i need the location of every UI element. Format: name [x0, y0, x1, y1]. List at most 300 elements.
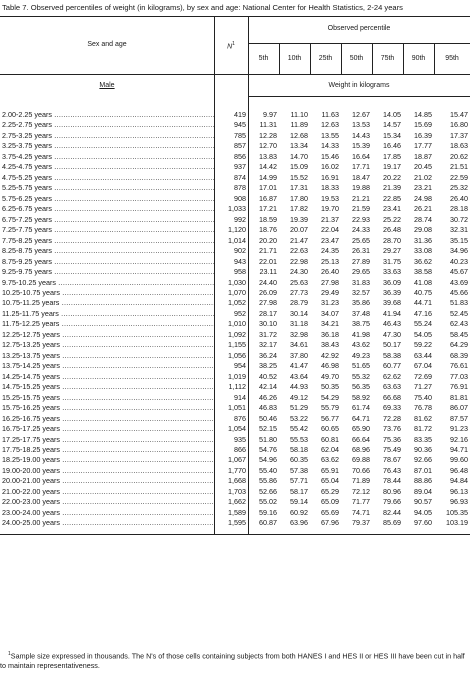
- row-sample-size: 857: [234, 141, 246, 151]
- row-percentile-value: 50.46: [259, 413, 277, 423]
- row-percentile-value: 14.33: [321, 141, 339, 151]
- row-sample-size: 1,770: [228, 465, 246, 475]
- row-percentile-value: 90.57: [414, 497, 432, 507]
- row-percentile-value: 21.47: [290, 235, 308, 245]
- row-percentile-value: 69.88: [352, 455, 370, 465]
- row-percentile-value: 96.93: [450, 497, 468, 507]
- table-row: [0, 351, 470, 361]
- row-percentile-value: 23.11: [259, 267, 277, 277]
- header-percentile-75th: 75th: [380, 55, 395, 62]
- row-age-label: 4.75-5.25 years .....: [2, 173, 214, 183]
- row-percentile-value: 36.62: [414, 256, 432, 266]
- row-percentile-value: 34.61: [290, 340, 308, 350]
- row-percentile-value: 58.18: [290, 445, 308, 454]
- row-percentile-value: 65.09: [321, 497, 339, 507]
- row-percentile-value: 18.33: [321, 183, 339, 193]
- table-row: [0, 414, 470, 424]
- row-percentile-value: 62.43: [450, 319, 468, 329]
- row-percentile-value: 90.36: [414, 445, 432, 454]
- row-percentile-value: 76.61: [450, 361, 468, 371]
- row-percentile-value: 52.45: [450, 308, 468, 318]
- row-percentile-value: 63.44: [414, 350, 432, 360]
- row-percentile-value: 55.02: [259, 497, 277, 507]
- row-sample-size: 945: [234, 120, 246, 130]
- row-age-label: 3.75-4.25 years .....: [2, 152, 214, 162]
- row-percentile-value: 52.15: [259, 424, 277, 434]
- row-percentile-value: 16.02: [321, 162, 339, 172]
- row-percentile-value: 16.64: [352, 151, 370, 161]
- row-percentile-value: 28.79: [290, 298, 308, 308]
- table-row: [0, 288, 470, 298]
- row-percentile-value: 49.12: [290, 392, 308, 402]
- row-percentile-value: 23.47: [321, 235, 339, 245]
- row-percentile-value: 62.62: [383, 371, 401, 381]
- row-percentile-value: 36.09: [383, 277, 401, 287]
- row-percentile-value: 76.91: [450, 382, 468, 392]
- row-percentile-value: 37.48: [352, 308, 370, 318]
- group-label: [0, 82, 214, 89]
- row-sample-size: 935: [234, 434, 246, 444]
- row-percentile-value: 19.53: [321, 193, 339, 203]
- row-percentile-value: 69.33: [383, 403, 401, 413]
- row-percentile-value: 35.86: [352, 298, 370, 308]
- row-age-label: 14.75-15.25 years .....: [2, 382, 214, 392]
- row-percentile-value: 20.20: [259, 235, 277, 245]
- row-percentile-value: 65.04: [321, 476, 339, 486]
- row-percentile-value: 14.43: [352, 130, 370, 140]
- header-observed-percentile: Observed percentile: [327, 25, 391, 32]
- row-percentile-value: 34.07: [321, 308, 339, 318]
- row-percentile-value: 94.84: [450, 476, 468, 486]
- row-percentile-value: 40.23: [450, 256, 468, 266]
- row-percentile-value: 33.08: [414, 246, 432, 256]
- row-percentile-value: 11.31: [259, 120, 277, 130]
- row-age-label: 17.75-18.25 years .....: [2, 445, 214, 455]
- row-percentile-value: 29.65: [352, 267, 370, 277]
- table-row: [0, 330, 470, 340]
- table-row: [0, 476, 470, 486]
- top-rule: [0, 16, 470, 17]
- table-row: [0, 204, 470, 214]
- row-percentile-value: 17.82: [290, 204, 308, 214]
- row-percentile-value: 27.89: [352, 256, 370, 266]
- row-percentile-value: 13.53: [352, 120, 370, 130]
- row-sample-size: 914: [234, 392, 246, 402]
- row-percentile-value: 22.85: [383, 193, 401, 203]
- row-sample-size: 1,703: [228, 486, 246, 496]
- table-row: [0, 246, 470, 256]
- row-age-label: 16.75-17.25 years .....: [2, 424, 214, 434]
- row-percentile-value: 32.98: [290, 329, 308, 339]
- row-percentile-value: 21.51: [450, 162, 468, 172]
- row-percentile-value: 38.58: [414, 267, 432, 277]
- row-percentile-value: 71.77: [352, 497, 370, 507]
- row-percentile-value: 55.53: [290, 434, 308, 444]
- row-percentile-value: 18.76: [259, 225, 277, 235]
- row-percentile-value: 22.63: [290, 246, 308, 256]
- header-percentile-25th: 25th: [318, 55, 333, 62]
- row-sample-size: 419: [234, 110, 246, 119]
- row-percentile-value: 57.71: [290, 476, 308, 486]
- footnote-text: Sample size expressed in thousands. The N's of those cells containing subjects from both HANES I and HES II or HES III have been cut in half to maintain representativeness.: [0, 651, 465, 670]
- row-percentile-value: 66.68: [383, 392, 401, 402]
- row-sample-size: 1,051: [228, 403, 246, 413]
- row-age-label: 18.25-19.00 years .....: [2, 455, 214, 465]
- row-percentile-value: 67.04: [414, 361, 432, 371]
- table-row: [0, 215, 470, 225]
- row-percentile-value: 50.35: [321, 382, 339, 392]
- row-percentile-value: 26.21: [414, 204, 432, 214]
- row-percentile-value: 26.31: [352, 246, 370, 256]
- row-percentile-value: 17.85: [383, 151, 401, 161]
- row-sample-size: 1,019: [228, 371, 246, 381]
- header-percentile-5th: 5th: [258, 55, 269, 62]
- table-row: [0, 455, 470, 465]
- row-percentile-value: 60.92: [290, 507, 308, 517]
- table-row: [0, 403, 470, 413]
- row-percentile-value: 11.89: [290, 120, 308, 130]
- row-percentile-value: 79.37: [352, 518, 370, 528]
- row-percentile-value: 50.17: [383, 340, 401, 350]
- row-percentile-value: 58.92: [352, 392, 370, 402]
- row-percentile-value: 19.88: [352, 183, 370, 193]
- row-sample-size: 1,155: [228, 340, 246, 350]
- row-percentile-value: 12.63: [321, 120, 339, 130]
- row-percentile-value: 21.37: [321, 214, 339, 224]
- row-age-label: 12.75-13.25 years .....: [2, 340, 214, 350]
- row-percentile-value: 47.30: [383, 329, 401, 339]
- row-percentile-value: 94.05: [414, 507, 432, 517]
- row-percentile-value: 15.34: [383, 130, 401, 140]
- row-sample-size: 1,056: [228, 350, 246, 360]
- footnote: [0, 650, 466, 670]
- row-percentile-value: 40.52: [259, 371, 277, 381]
- row-percentile-value: 37.80: [290, 350, 308, 360]
- table-row: [0, 466, 470, 476]
- row-percentile-value: 18.63: [450, 141, 468, 151]
- row-percentile-value: 34.21: [321, 319, 339, 329]
- header-sex-and-age: Sex and age: [87, 41, 127, 48]
- row-percentile-value: 41.94: [383, 308, 401, 318]
- row-percentile-value: 59.16: [259, 507, 277, 517]
- row-percentile-value: 65.29: [321, 486, 339, 496]
- row-percentile-value: 63.96: [290, 518, 308, 528]
- row-percentile-value: 49.23: [352, 350, 370, 360]
- row-percentile-value: 29.27: [383, 246, 401, 256]
- row-percentile-value: 79.66: [383, 497, 401, 507]
- row-percentile-value: 71.89: [352, 476, 370, 486]
- row-sample-size: 866: [234, 445, 246, 454]
- row-percentile-value: 80.96: [383, 486, 401, 496]
- row-percentile-value: 11.10: [290, 110, 308, 119]
- row-sample-size: 1,112: [228, 382, 246, 392]
- row-percentile-value: 20.62: [450, 151, 468, 161]
- row-percentile-value: 12.67: [352, 110, 370, 119]
- row-percentile-value: 31.23: [321, 298, 339, 308]
- row-percentile-value: 82.44: [383, 507, 401, 517]
- row-percentile-value: 60.77: [383, 361, 401, 371]
- row-percentile-value: 55.40: [259, 465, 277, 475]
- row-percentile-value: 43.69: [450, 277, 468, 287]
- table-row: [0, 435, 470, 445]
- row-percentile-value: 25.63: [290, 277, 308, 287]
- row-percentile-value: 31.83: [352, 277, 370, 287]
- row-percentile-value: 54.05: [414, 329, 432, 339]
- table-row: [0, 393, 470, 403]
- row-percentile-value: 41.47: [290, 361, 308, 371]
- row-percentile-value: 88.86: [414, 476, 432, 486]
- row-age-label: 12.25-12.75 years .....: [2, 330, 214, 340]
- header-percentile-50th: 50th: [349, 55, 364, 62]
- bottom-rule: [0, 534, 470, 535]
- row-percentile-value: 31.75: [383, 256, 401, 266]
- table-row: [0, 487, 470, 497]
- row-percentile-value: 15.46: [321, 151, 339, 161]
- row-percentile-value: 36.39: [383, 287, 401, 297]
- table-row: [0, 278, 470, 288]
- row-percentile-value: 16.46: [383, 141, 401, 151]
- row-percentile-value: 16.39: [414, 130, 432, 140]
- row-percentile-value: 14.42: [259, 162, 277, 172]
- row-age-label: 13.75-14.25 years .....: [2, 361, 214, 371]
- row-percentile-value: 12.28: [259, 130, 277, 140]
- row-percentile-value: 41.08: [414, 277, 432, 287]
- row-percentile-value: 60.35: [290, 455, 308, 465]
- row-percentile-value: 31.18: [290, 319, 308, 329]
- table-row: [0, 120, 470, 130]
- row-percentile-value: 17.21: [259, 204, 277, 214]
- row-percentile-value: 27.73: [290, 287, 308, 297]
- table-row: [0, 162, 470, 172]
- footnote-mark: 1: [8, 651, 11, 657]
- row-sample-size: 1,070: [228, 287, 246, 297]
- row-percentile-value: 24.33: [352, 225, 370, 235]
- row-percentile-value: 42.14: [259, 382, 277, 392]
- table-row: [0, 372, 470, 382]
- row-percentile-value: 12.70: [259, 141, 277, 151]
- row-percentile-value: 49.70: [321, 371, 339, 381]
- header-n-footnote-mark: 1: [232, 41, 235, 47]
- row-percentile-value: 28.18: [450, 204, 468, 214]
- row-percentile-value: 24.40: [259, 277, 277, 287]
- row-age-label: 13.25-13.75 years .....: [2, 351, 214, 361]
- row-percentile-value: 30.14: [290, 308, 308, 318]
- row-percentile-value: 38.75: [352, 319, 370, 329]
- row-percentile-value: 63.62: [321, 455, 339, 465]
- row-age-label: 10.75-11.25 years .....: [2, 298, 214, 308]
- row-age-label: 2.75-3.25 years .....: [2, 131, 214, 141]
- row-age-label: 17.25-17.75 years .....: [2, 435, 214, 445]
- row-age-label: 2.00-2.25 years .....: [2, 110, 214, 120]
- row-percentile-value: 73.76: [383, 424, 401, 434]
- table-row: [0, 236, 470, 246]
- row-percentile-value: 44.93: [290, 382, 308, 392]
- row-percentile-value: 25.32: [450, 183, 468, 193]
- row-age-label: 19.00-20.00 years .....: [2, 466, 214, 476]
- row-percentile-value: 65.90: [352, 424, 370, 434]
- header-bottom-rule: [0, 74, 470, 75]
- row-percentile-value: 24.98: [414, 193, 432, 203]
- row-percentile-value: 43.62: [352, 340, 370, 350]
- row-percentile-value: 62.04: [321, 445, 339, 454]
- row-age-label: 4.25-4.75 years .....: [2, 162, 214, 172]
- table-title: Table 7. Observed percentiles of weight (in kilograms), by sex and age: National Center for Health Statistics, 2-24 years: [2, 3, 403, 12]
- row-percentile-value: 36.18: [321, 329, 339, 339]
- row-age-label: 6.75-7.25 years .....: [2, 215, 214, 225]
- row-age-label: 8.25-8.75 years .....: [2, 246, 214, 256]
- row-sample-size: 1,030: [228, 277, 246, 287]
- row-percentile-value: 75.36: [383, 434, 401, 444]
- row-percentile-value: 43.64: [290, 371, 308, 381]
- row-percentile-value: 31.36: [414, 235, 432, 245]
- table-row: [0, 445, 470, 455]
- row-percentile-value: 29.49: [321, 287, 339, 297]
- row-percentile-value: 56.77: [321, 413, 339, 423]
- row-age-label: 5.75-6.25 years .....: [2, 194, 214, 204]
- row-age-label: 9.75-10.25 years .....: [2, 278, 214, 288]
- row-percentile-value: 23.21: [414, 183, 432, 193]
- row-percentile-value: 61.74: [352, 403, 370, 413]
- row-sample-size: 1,054: [228, 424, 246, 434]
- row-age-label: 21.00-22.00 years .....: [2, 487, 214, 497]
- row-age-label: 5.25-5.75 years .....: [2, 183, 214, 193]
- row-percentile-value: 18.87: [414, 151, 432, 161]
- row-sample-size: 856: [234, 151, 246, 161]
- weight-caption-rule: [248, 96, 470, 97]
- row-sample-size: 1,662: [228, 497, 246, 507]
- row-percentile-value: 78.67: [383, 455, 401, 465]
- header-percentile-10th: 10th: [287, 55, 302, 62]
- row-percentile-value: 21.39: [383, 183, 401, 193]
- row-percentile-value: 19.70: [321, 204, 339, 214]
- row-percentile-value: 15.52: [290, 172, 308, 182]
- row-percentile-value: 17.77: [414, 141, 432, 151]
- row-percentile-value: 22.04: [321, 225, 339, 235]
- row-percentile-value: 58.38: [383, 350, 401, 360]
- table-row: [0, 152, 470, 162]
- row-sample-size: 1,010: [228, 319, 246, 329]
- row-percentile-value: 74.71: [352, 507, 370, 517]
- table-row: [0, 267, 470, 277]
- row-percentile-value: 72.28: [383, 413, 401, 423]
- row-sample-size: 1,014: [228, 235, 246, 245]
- row-percentile-value: 15.39: [352, 141, 370, 151]
- row-percentile-value: 36.24: [259, 350, 277, 360]
- row-percentile-value: 38.25: [259, 361, 277, 371]
- row-percentile-value: 59.14: [290, 497, 308, 507]
- row-percentile-value: 87.01: [414, 465, 432, 475]
- row-percentile-value: 14.57: [383, 120, 401, 130]
- row-percentile-value: 68.39: [450, 350, 468, 360]
- row-percentile-value: 25.65: [352, 235, 370, 245]
- row-percentile-value: 31.72: [259, 329, 277, 339]
- row-percentile-value: 47.16: [414, 308, 432, 318]
- row-percentile-value: 55.24: [414, 319, 432, 329]
- row-percentile-value: 34.96: [450, 246, 468, 256]
- row-percentile-value: 66.64: [352, 434, 370, 444]
- row-percentile-value: 51.80: [259, 434, 277, 444]
- row-percentile-value: 26.40: [321, 267, 339, 277]
- row-percentile-value: 92.66: [414, 455, 432, 465]
- row-percentile-value: 58.17: [290, 486, 308, 496]
- row-sample-size: 876: [234, 413, 246, 423]
- row-age-label: 20.00-21.00 years .....: [2, 476, 214, 486]
- row-percentile-value: 94.71: [450, 445, 468, 454]
- row-percentile-value: 14.99: [259, 172, 277, 182]
- row-sample-size: 1,120: [228, 225, 246, 235]
- row-age-label: 7.25-7.75 years .....: [2, 225, 214, 235]
- row-age-label: 24.00-25.00 years .....: [2, 518, 214, 528]
- row-percentile-value: 24.30: [290, 267, 308, 277]
- row-age-label: 16.25-16.75 years .....: [2, 414, 214, 424]
- row-percentile-value: 54.29: [321, 392, 339, 402]
- row-percentile-value: 72.12: [352, 486, 370, 496]
- row-percentile-value: 59.22: [414, 340, 432, 350]
- row-percentile-value: 29.08: [414, 225, 432, 235]
- row-sample-size: 992: [234, 214, 246, 224]
- row-percentile-value: 11.63: [321, 110, 339, 119]
- row-percentile-value: 16.91: [321, 172, 339, 182]
- row-percentile-value: 46.83: [259, 403, 277, 413]
- row-percentile-value: 26.48: [383, 225, 401, 235]
- row-percentile-value: 53.22: [290, 413, 308, 423]
- row-percentile-value: 24.35: [321, 246, 339, 256]
- table-row: [0, 361, 470, 371]
- row-percentile-value: 27.98: [259, 298, 277, 308]
- group-label-text: Male: [99, 82, 115, 89]
- row-percentile-value: 54.96: [259, 455, 277, 465]
- row-sample-size: 874: [234, 172, 246, 182]
- row-percentile-value: 86.07: [450, 403, 468, 413]
- row-percentile-value: 35.15: [450, 235, 468, 245]
- row-sample-size: 1,668: [228, 476, 246, 486]
- table-row: [0, 183, 470, 193]
- row-percentile-value: 96.13: [450, 486, 468, 496]
- row-percentile-value: 89.04: [414, 486, 432, 496]
- row-percentile-value: 65.91: [321, 465, 339, 475]
- table-row: [0, 518, 470, 528]
- table-row: [0, 319, 470, 329]
- row-age-label: 10.25-10.75 years .....: [2, 288, 214, 298]
- row-percentile-value: 19.17: [383, 162, 401, 172]
- row-percentile-value: 17.71: [352, 162, 370, 172]
- table-row: [0, 309, 470, 319]
- row-percentile-value: 81.72: [414, 424, 432, 434]
- row-age-label: 2.25-2.75 years .....: [2, 120, 214, 130]
- row-percentile-value: 25.13: [321, 256, 339, 266]
- table-row: [0, 298, 470, 308]
- row-percentile-value: 32.57: [352, 287, 370, 297]
- row-percentile-value: 38.43: [321, 340, 339, 350]
- row-percentile-value: 12.68: [290, 130, 308, 140]
- row-percentile-value: 17.01: [259, 183, 277, 193]
- row-age-label: 11.75-12.25 years .....: [2, 319, 214, 329]
- table-row: [0, 131, 470, 141]
- row-percentile-value: 22.01: [259, 256, 277, 266]
- row-percentile-value: 28.17: [259, 308, 277, 318]
- row-percentile-value: 76.78: [414, 403, 432, 413]
- row-sample-size: 1,595: [228, 518, 246, 528]
- row-percentile-value: 21.71: [259, 246, 277, 256]
- row-age-label: 6.25-6.75 years .....: [2, 204, 214, 214]
- row-percentile-value: 30.72: [450, 214, 468, 224]
- row-percentile-value: 28.74: [414, 214, 432, 224]
- row-percentile-value: 44.71: [414, 298, 432, 308]
- row-sample-size: 1,067: [228, 455, 246, 465]
- row-percentile-value: 83.35: [414, 434, 432, 444]
- row-percentile-value: 54.76: [259, 445, 277, 454]
- row-sample-size: 1,092: [228, 329, 246, 339]
